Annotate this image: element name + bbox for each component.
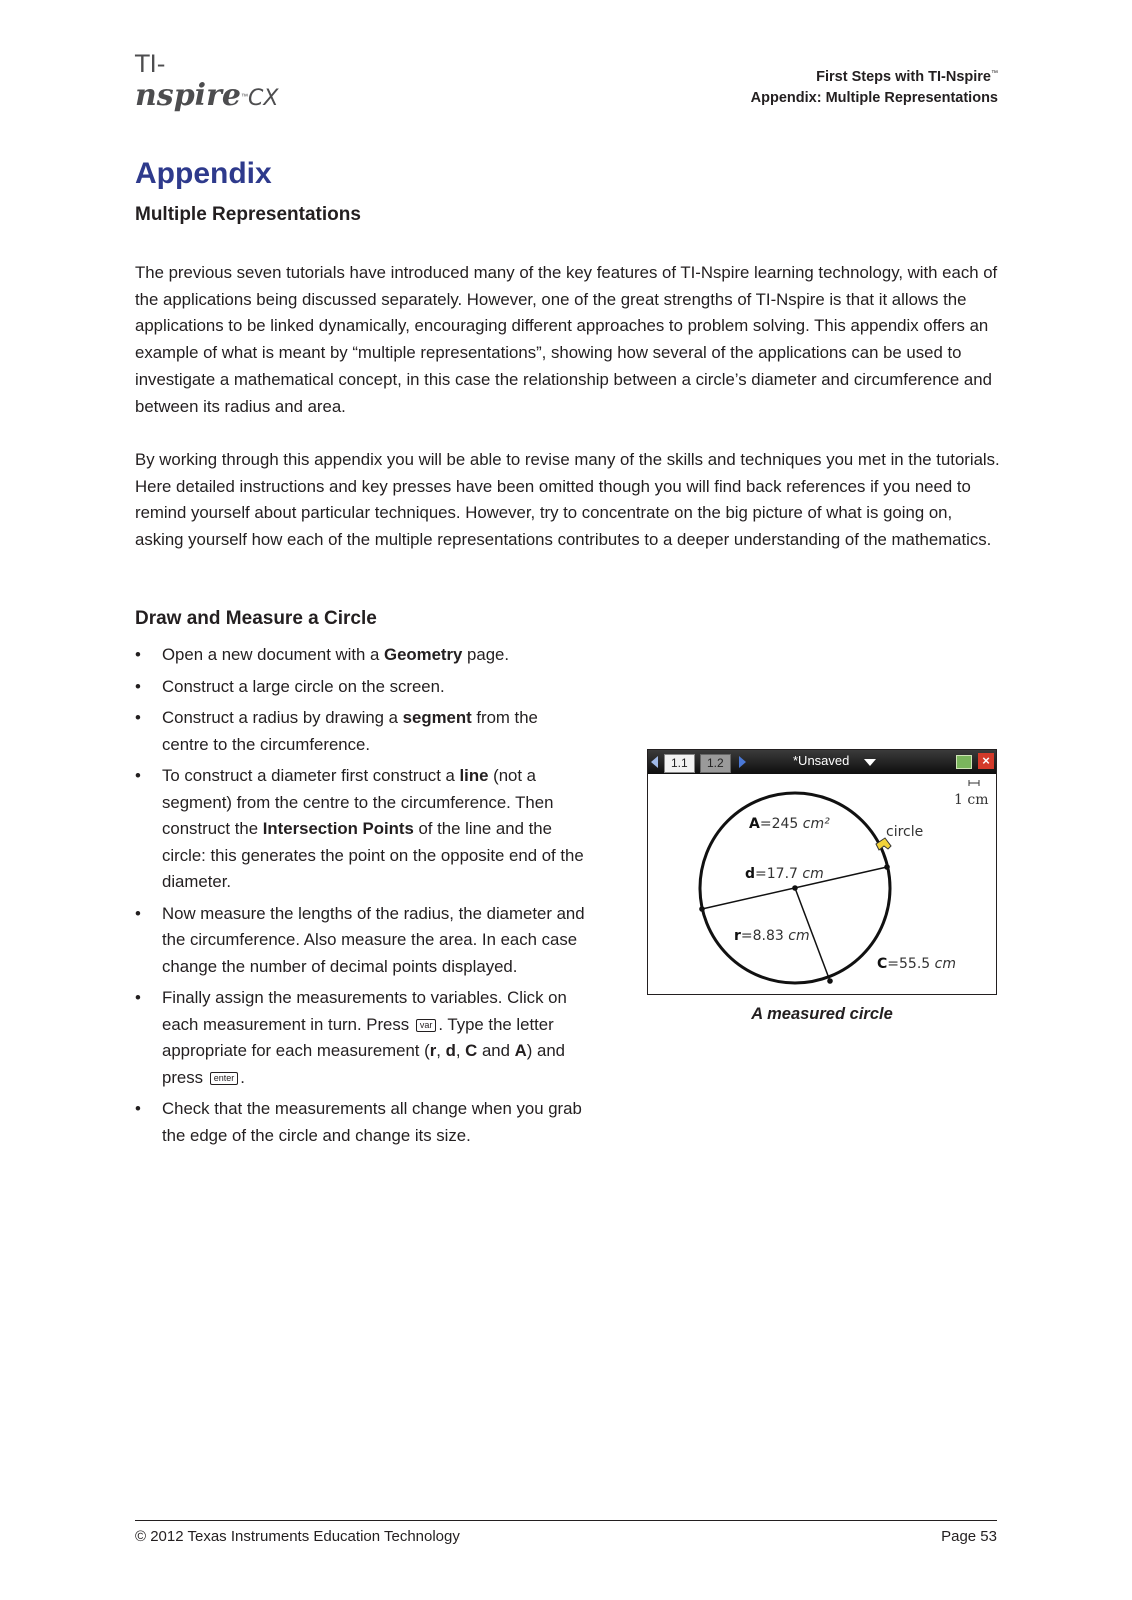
nspire-toolbar — [648, 750, 996, 774]
circumference-measurement[interactable]: C=55.5 cm — [877, 956, 956, 972]
list-item: • Check that the measurements all change when you grab the edge of the circle and change its size. — [135, 1096, 585, 1149]
second-paragraph: By working through this appendix you will be able to revise many of the skills and techniques you met in the tutorials. Here detailed instructions and key presses have been omitted though you will find back references if you need to remind yourself about particular techniques. However, try to concentrate on the big picture of what is going on, asking yourself how each of the multiple representations contributes to a deeper understanding of the mathematics. — [135, 450, 1000, 550]
logo-nspire: nspire — [135, 78, 241, 113]
diameter-end-point[interactable] — [884, 864, 890, 870]
page-number: Page 53 — [941, 1528, 997, 1545]
logo-tm: ™ — [240, 93, 248, 101]
close-icon[interactable]: × — [978, 753, 994, 769]
chevron-down-icon[interactable] — [864, 759, 876, 766]
section-title: Draw and Measure a Circle — [135, 608, 377, 629]
intro-paragraph: The previous seven tutorials have introduced many of the key features of TI-Nspire learning technology, with each of the applications being discussed separately. However, one of the great strengths of TI-Nspire is that it allows the applications to be linked dynamically, encouraging different approaches to problem solving. This appendix offers an example of what is meant by “multiple representations”, showing how several of the applications can be used to investigate a mathematical concept, in this case the relationship between a circle’s diameter and circumference and between its radius and area. — [135, 263, 998, 416]
header-line2: Appendix: Multiple Representations — [750, 89, 998, 106]
copyright-notice: © 2012 Texas Instruments Education Technology — [135, 1528, 460, 1545]
diameter-end-point[interactable] — [699, 906, 705, 912]
radius-measurement[interactable]: r=8.83 cm — [734, 928, 810, 944]
subtitle: Multiple Representations — [135, 204, 361, 225]
diameter-measurement[interactable]: d=17.7 cm — [745, 866, 824, 882]
measured-circle-screenshot — [647, 749, 997, 995]
enter-key-icon: enter — [210, 1072, 239, 1085]
battery-icon — [956, 755, 972, 769]
list-item: • Construct a large circle on the screen. — [135, 674, 585, 701]
geometry-canvas — [648, 774, 995, 994]
footer-divider — [135, 1520, 997, 1521]
tab-1-2[interactable]: 1.2 — [700, 754, 731, 773]
ti-nspire-cx-logo — [135, 50, 305, 113]
running-header — [751, 63, 998, 109]
tab-right-arrow-icon[interactable] — [739, 756, 746, 768]
scale-marker — [954, 780, 988, 808]
logo-cx: CX — [247, 86, 279, 111]
document-title[interactable]: *Unsaved — [793, 753, 850, 768]
scale-label: 1 cm — [954, 792, 989, 808]
tab-1-1[interactable]: 1.1 — [664, 754, 695, 773]
list-item: • Now measure the lengths of the radius, the diameter and the circumference. Also measure the area. In each case change the number of decimal points displayed. — [135, 901, 585, 981]
logo-ti: TI- — [135, 50, 166, 78]
tab-left-arrow-icon[interactable] — [651, 756, 658, 768]
instruction-list — [135, 642, 585, 1154]
figure-caption: A measured circle — [751, 1005, 893, 1023]
list-item: • Open a new document with a Geometry page. — [135, 642, 585, 669]
var-key-icon: var — [416, 1019, 437, 1032]
header-line1: First Steps with TI-Nspire™ — [816, 68, 998, 85]
centre-point[interactable] — [792, 885, 798, 891]
list-item: • Construct a radius by drawing a segment from the centre to the circumference. — [135, 705, 585, 758]
circle-label: circle — [886, 824, 924, 840]
list-item: • To construct a diameter first construct a line (not a segment) from the centre to the circumference. Then construct the Intersection Points of the line and the circle: this generates the point on the opposite end of the diameter. — [135, 763, 585, 896]
list-item: • Finally assign the measurements to variables. Click on each measurement in turn. Press var . Type the letter appropriate for each measurement (r, d, C and A) and press enter . — [135, 985, 585, 1091]
page-title: Appendix — [135, 157, 272, 190]
radius-end-point[interactable] — [827, 978, 833, 984]
area-measurement[interactable]: A=245 cm² — [749, 816, 830, 832]
